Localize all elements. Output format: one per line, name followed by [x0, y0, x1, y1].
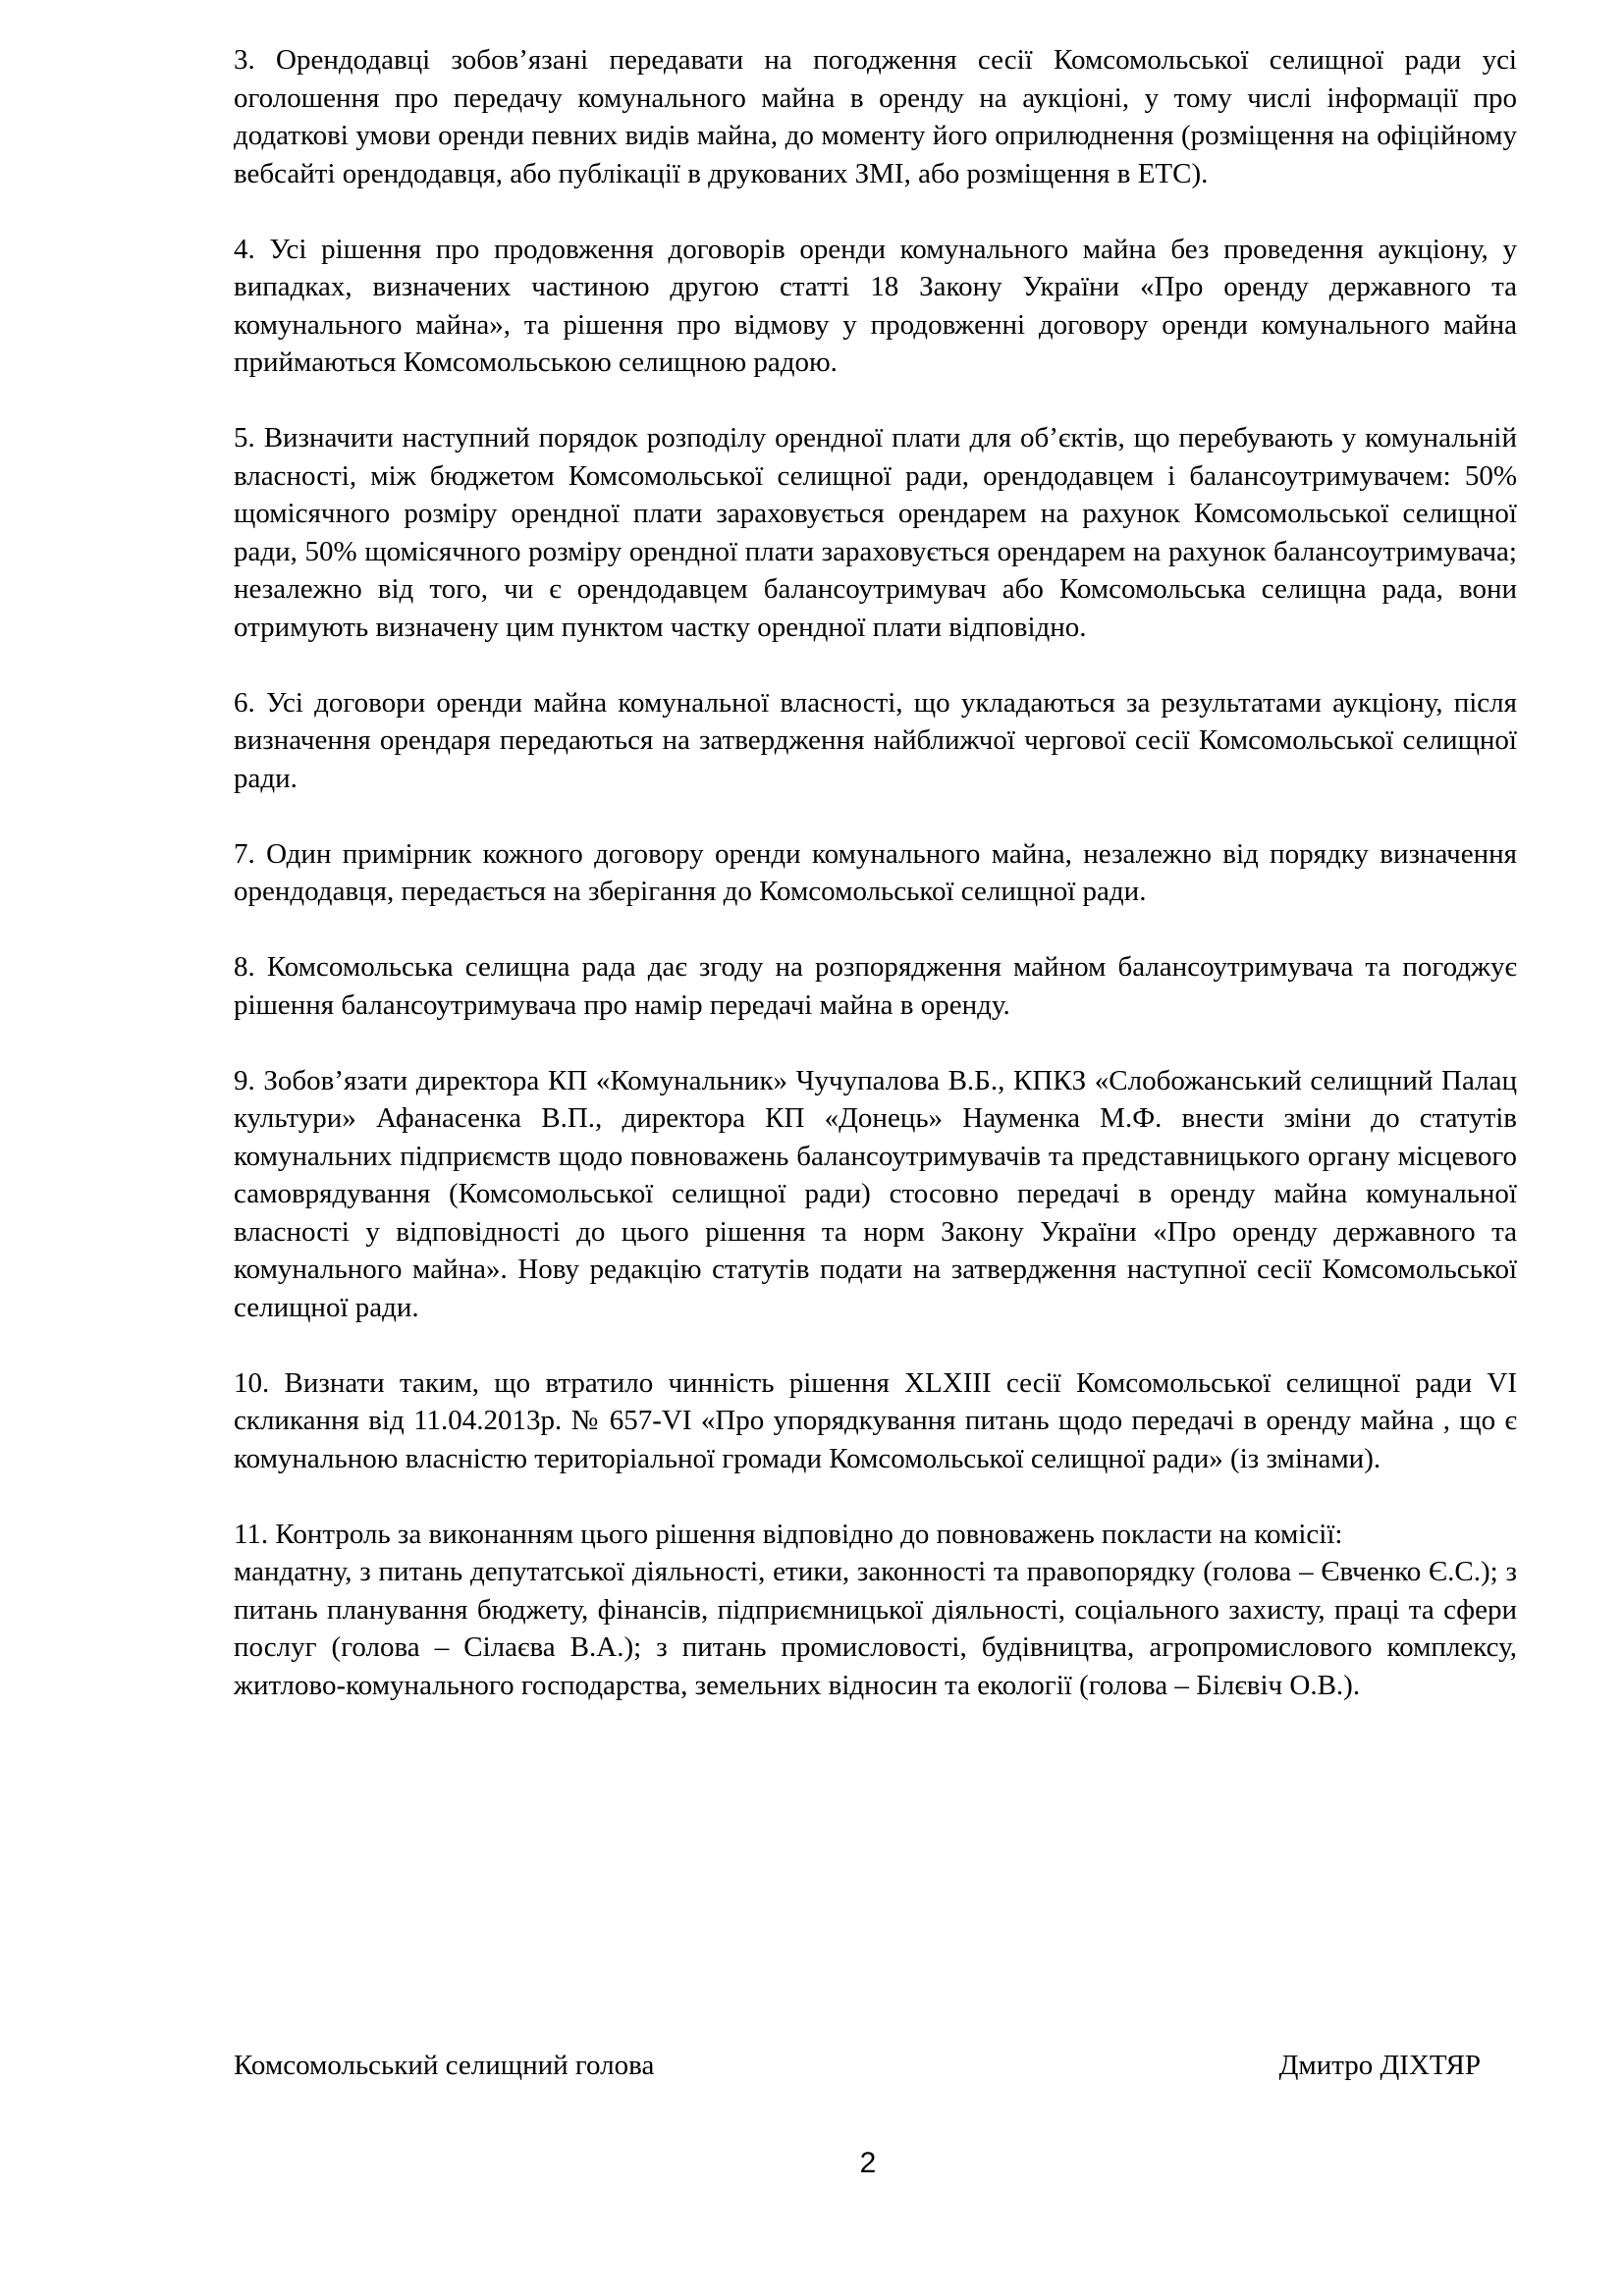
- paragraph-item-11: 11. Контроль за виконанням цього рішення відповідно до повноважень покласти на комісії:: [234, 1518, 1343, 1550]
- document-body: [234, 41, 1517, 1742]
- paragraph-item-10: 10. Визнати таким, що втратило чинність рішення XLXIII сесії Комсомольської селищної ради VI скликання від 11.04.2013р. № 657-VI «Про упорядкування питань щодо передачі в оренду майна , що є комунальною власністю територіальної громади Комсомольської селищної ради» (із змінами).: [234, 1366, 1517, 1474]
- paragraph-item-6: 6. Усі договори оренди майна комунальної власності, що укладаються за результатами аукціону, після визначення орендаря передаються на затвердження найближчої чергової сесії Комсомольської селищної ради.: [234, 686, 1517, 794]
- signatory-position: Комсомольський селищний голова: [234, 2050, 655, 2081]
- page-number: 2: [859, 2147, 877, 2179]
- signatory-name: Дмитро ДІХТЯР: [1278, 2050, 1481, 2081]
- paragraph-item-9: 9. Зобов’язати директора КП «Комунальник» Чучупалова В.Б., КПКЗ «Слобожанський селищний Палац культури» Афанасенка В.П., директора КП «Донець» Науменка М.Ф. внести зміни до статутів комунальних підприємств щодо повноважень балансоутримувачів та представницького органу місцевого самоврядування (Комсомольської селищної ради) стосовно передачі в оренду майна комунальної власності у відповідності до цього рішення та норм Закону України «Про оренду державного та комунального майна». Нову редакцію статутів подати на затвердження наступної сесії Комсомольської селищної ради.: [234, 1064, 1517, 1323]
- paragraph-item-3: 3. Орендодавці зобов’язані передавати на погодження сесії Комсомольської селищної ради усі оголошення про передачу комунального майна в оренду на аукціоні, у тому числі інформації про додаткові умови оренди певних видів майна, до моменту його оприлюднення (розміщення на офіційному вебсайті орендодавця, або публікації в друкованих ЗМІ, або розміщення в ЕТС).: [234, 44, 1517, 189]
- paragraph-item-5: 5. Визначити наступний порядок розподілу орендної плати для об’єктів, що перебувають у комунальній власності, між бюджетом Комсомольської селищної ради, орендодавцем і балансоутримувачем: 50% щомісячного розміру орендної плати зараховується орендарем на рахунок Комсомольської селищної ради, 50% щомісячного розміру орендної плати зараховується орендарем на рахунок балансоутримувача; незалежно від того, чи є орендодавцем балансоутримувач або Комсомольська селищна рада, вони отримують визначену цим пунктом частку орендної плати відповідно.: [234, 422, 1517, 643]
- signature-block: [234, 2047, 1481, 2084]
- paragraph-item-11-commissions: мандатну, з питань депутатської діяльності, етики, законності та правопорядку (голова – Євченко Є.С.); з питань планування бюджету, фінансів, підприємницької діяльності, соціального захисту, праці та сфери послуг (голова – Сілаєва В.А.); з питань промисловості, будівництва, агропромислового комплексу, житлово-комунального господарства, земельних відносин та екології (голова – Білєвіч О.В.).: [234, 1556, 1517, 1701]
- paragraph-item-8: 8. Комсомольська селищна рада дає згоду на розпорядження майном балансоутримувача та погоджує рішення балансоутримувача про намір передачі майна в оренду.: [234, 951, 1517, 1021]
- paragraph-item-4: 4. Усі рішення про продовження договорів оренди комунального майна без проведення аукціону, у випадках, визначених частиною другою статті 18 Закону України «Про оренду державного та комунального майна», та рішення про відмову у продовженні договору оренди комунального майна приймаються Комсомольською селищною радою.: [234, 233, 1517, 378]
- paragraph-item-7: 7. Один примірник кожного договору оренди комунального майна, незалежно від порядку визначення орендодавця, передається на зберігання до Комсомольської селищної ради.: [234, 837, 1517, 907]
